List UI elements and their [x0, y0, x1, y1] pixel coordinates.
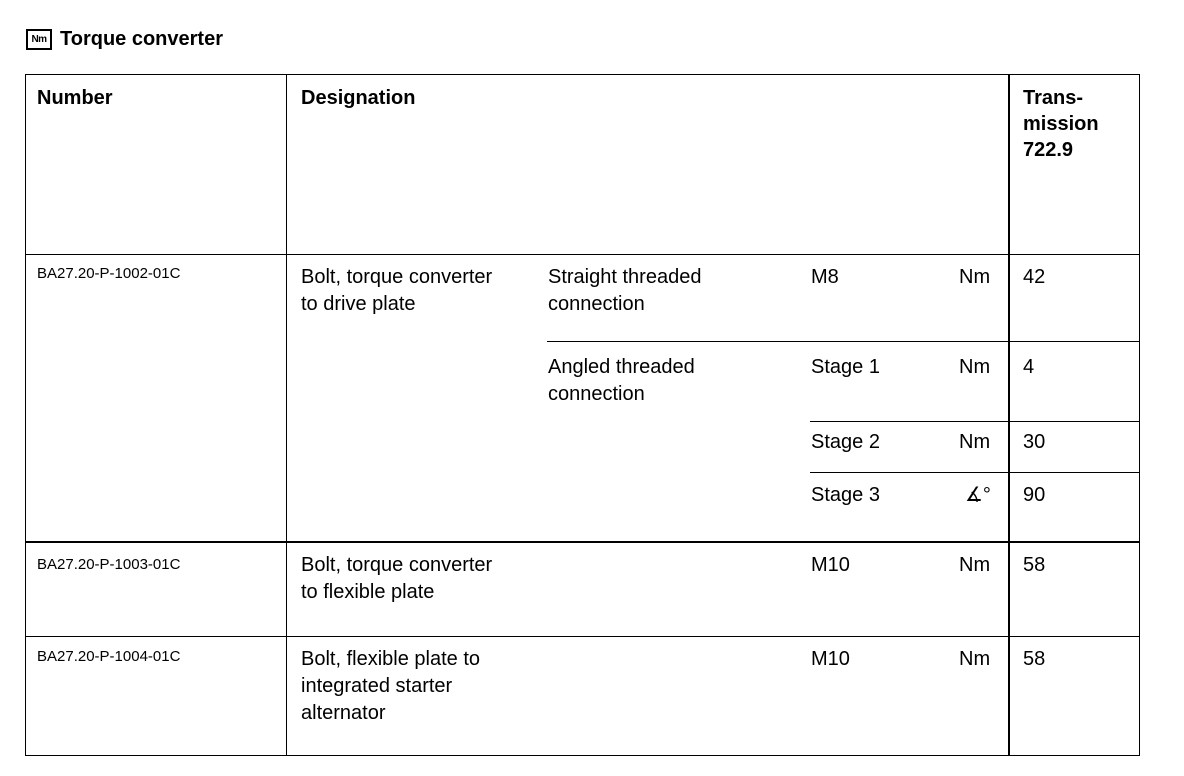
torque-table — [25, 74, 1140, 756]
header-divider — [26, 254, 1139, 255]
designation-line: alternator — [301, 702, 386, 724]
torque-value: 90 — [1023, 484, 1046, 506]
designation-line: to flexible plate — [301, 581, 435, 603]
designation-line: Bolt, flexible plate to — [301, 648, 480, 670]
header-transmission-line: 722.9 — [1023, 139, 1074, 161]
unit: Nm — [959, 356, 991, 378]
torque-value: 4 — [1023, 356, 1035, 378]
section-title — [26, 28, 223, 51]
sub-divider-stage2 — [810, 421, 1139, 422]
header-number: Number — [37, 87, 113, 109]
row-number: BA27.20-P-1002-01C — [37, 265, 181, 282]
row-designation — [301, 264, 492, 318]
row-number: BA27.20-P-1003-01C — [37, 556, 181, 573]
designation-line: Bolt, torque converter — [301, 554, 493, 576]
spec: Stage 2 — [811, 431, 880, 453]
header-designation: Designation — [301, 87, 416, 109]
unit: Nm — [959, 554, 991, 576]
torque-value: 42 — [1023, 266, 1046, 288]
row-number: BA27.20-P-1004-01C — [37, 648, 181, 665]
torque-value: 58 — [1023, 554, 1046, 576]
header-transmission — [1023, 85, 1099, 163]
connection-type — [548, 264, 701, 318]
designation-line: Bolt, torque converter — [301, 266, 493, 288]
spec: Stage 3 — [811, 484, 880, 506]
col-divider-number — [286, 75, 287, 755]
torque-value: 30 — [1023, 431, 1046, 453]
spec: M10 — [811, 554, 850, 576]
connection-line: connection — [548, 293, 645, 315]
sub-divider-angled — [547, 341, 1139, 342]
spec: M10 — [811, 648, 850, 670]
header-transmission-line: mission — [1023, 113, 1099, 135]
spec: M8 — [811, 266, 839, 288]
row-designation — [301, 552, 492, 606]
page-title: Torque converter — [60, 28, 223, 50]
designation-line: to drive plate — [301, 293, 416, 315]
unit: Nm — [959, 431, 991, 453]
angle-degree-icon: ∡° — [965, 484, 991, 506]
connection-line: Angled threaded — [548, 356, 695, 378]
designation-line: integrated starter — [301, 675, 453, 697]
row-divider-1 — [26, 541, 1139, 543]
header-transmission-line: Trans- — [1023, 87, 1084, 109]
connection-line: Straight threaded — [548, 266, 702, 288]
connection-type — [548, 354, 695, 408]
col-divider-transmission — [1008, 75, 1010, 755]
row-divider-2 — [26, 636, 1139, 637]
unit: Nm — [959, 266, 991, 288]
unit: Nm — [959, 648, 991, 670]
connection-line: connection — [548, 383, 645, 405]
row-designation — [301, 646, 480, 727]
torque-value: 58 — [1023, 648, 1046, 670]
sub-divider-stage3 — [810, 472, 1139, 473]
torque-nm-icon: Nm — [26, 29, 52, 50]
spec: Stage 1 — [811, 356, 880, 378]
